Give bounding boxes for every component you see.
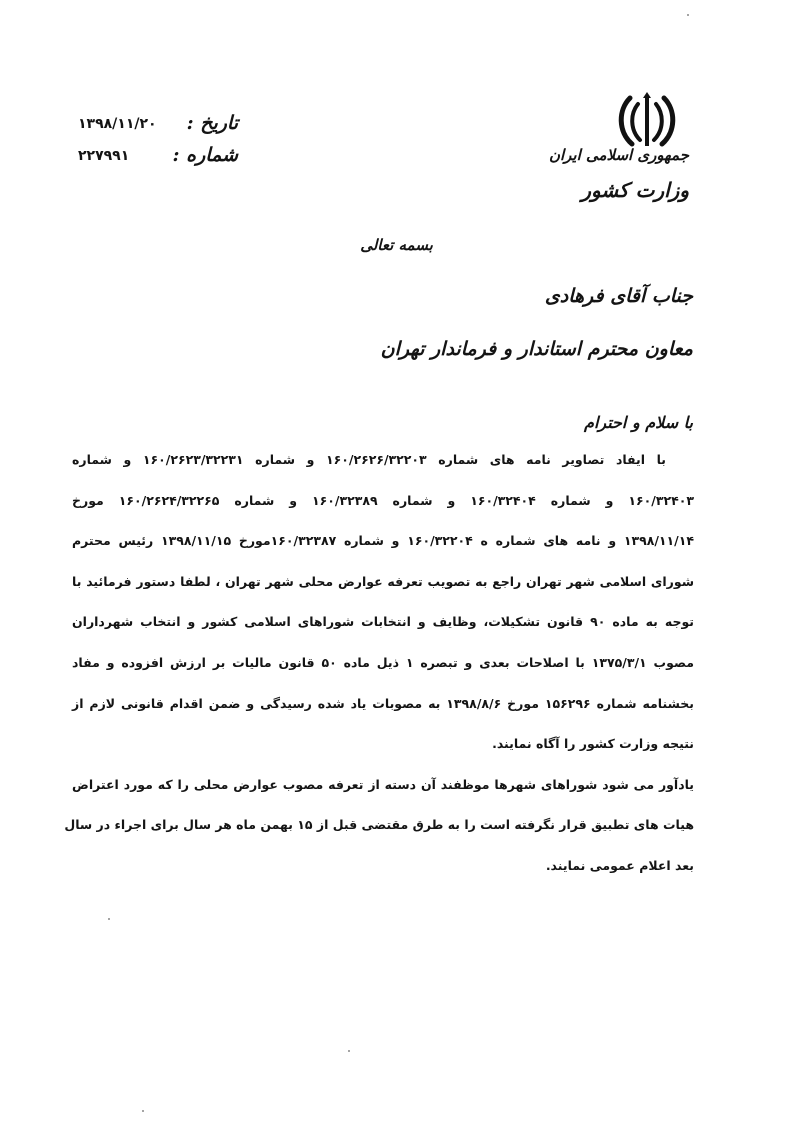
scan-speck <box>687 14 689 16</box>
scan-speck <box>348 1050 350 1052</box>
number-value: ۲۲۷۹۹۱ <box>78 148 130 164</box>
body-line: با ایفاد تصاویر نامه های شماره ۱۶۰/۲۶۲۶/۳۲۲۰۳ و شماره ۱۶۰/۲۶۲۳/۳۲۲۳۱ و شماره <box>72 452 666 467</box>
body-line: توجه به ماده ۹۰ قانون تشکیلات، وظایف و انتخابات شوراهای اسلامی کشور و انتخاب شهرداران <box>72 614 694 630</box>
letter-meta <box>78 112 238 172</box>
ministry-name: وزارت کشور <box>581 178 689 202</box>
scan-speck <box>108 918 110 920</box>
body-line: نتیجه وزارت کشور را آگاه نمایند. <box>492 736 694 752</box>
body-line: ۱۳۹۸/۱۱/۱۴ و نامه های شماره ه ۱۶۰/۳۲۲۰۴ و شماره ۱۶۰/۳۲۳۸۷مورخ ۱۳۹۸/۱۱/۱۵ رئیس محترم <box>72 533 695 549</box>
iran-emblem-icon <box>616 92 678 152</box>
greeting: با سلام و احترام <box>584 413 693 432</box>
date-row <box>78 112 238 138</box>
letter-body <box>64 440 695 887</box>
date-label: تاریخ : <box>186 112 238 134</box>
number-row <box>78 144 238 170</box>
number-label: شماره : <box>172 144 238 166</box>
recipient-title: معاون محترم استاندار و فرماندار تهران <box>380 338 693 360</box>
body-line: ۱۶۰/۳۲۴۰۳ و شماره ۱۶۰/۳۲۴۰۴ و شماره ۱۶۰/۳۲۳۸۹ و شماره ۱۶۰/۲۶۲۴/۳۲۲۶۵ مورخ <box>72 492 694 508</box>
country-name: جمهوری اسلامی ایران <box>548 146 689 164</box>
recipient-name: جناب آقای فرهادی <box>544 285 693 307</box>
date-value: ۱۳۹۸/۱۱/۲۰ <box>78 116 157 132</box>
body-line: بعد اعلام عمومی نمایند. <box>545 857 694 873</box>
body-line: هیات های تطبیق قرار نگرفته است را به طرق مقتضی قبل از ۱۵ بهمن ماه هر سال برای اجراء در سال <box>64 817 694 833</box>
scan-speck <box>142 1110 144 1112</box>
body-line: مصوب ۱۳۷۵/۳/۱ با اصلاحات بعدی و تبصره ۱ ذیل ماده ۵۰ قانون مالیات بر ارزش افزوده و مفاد <box>72 654 694 670</box>
basmala: بسمه تعالی <box>360 236 433 254</box>
body-line: شورای اسلامی شهر تهران راجع به تصویب تعرفه عوارض محلی شهر تهران ، لطفا دستور فرمائید با <box>72 573 694 589</box>
body-line: بخشنامه شماره ۱۵۶۲۹۶ مورخ ۱۳۹۸/۸/۶ به مصوبات یاد شده رسیدگی و ضمن اقدام قانونی لازم از <box>72 695 694 711</box>
body-line: یادآور می شود شوراهای شهرها موظفند آن دسته از تعرفه مصوب عوارض محلی را که مورد اعتراض <box>72 776 694 792</box>
